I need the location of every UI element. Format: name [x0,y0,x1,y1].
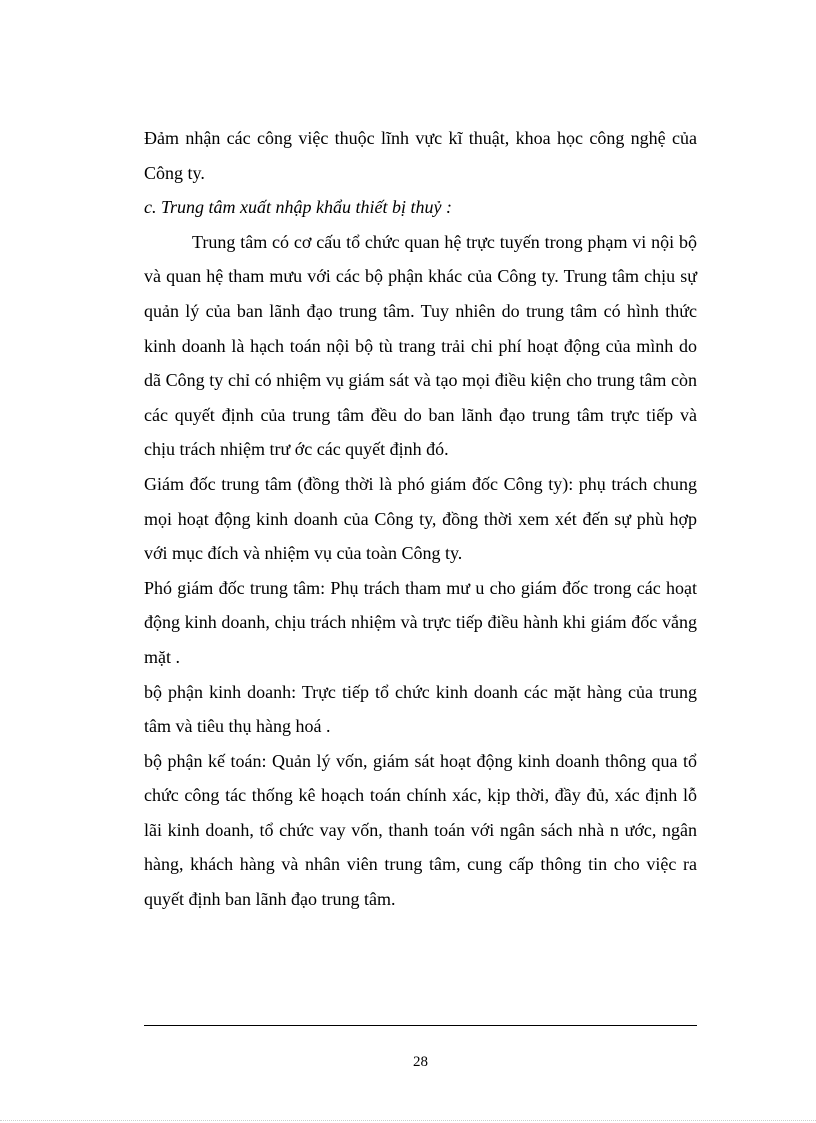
page-number: 28 [413,1054,428,1070]
section-heading-import-export-center: c. Trung tâm xuất nhập khẩu thiết bị thuỷ : [144,197,452,218]
page-edge-divider [0,1120,816,1121]
paragraph-center-structure: Trung tâm có cơ cấu tổ chức quan hệ trực tuyến trong phạm vi nội bộ và quan hệ tham mưu với các bộ phận khác của Công ty. Trung tâm chịu sự quản lý của ban lãnh đạo trung tâm. Tuy nhiên do trung tâm có hình thức kinh doanh là hạch toán nội bộ tù trang trải chi phí hoạt động của mình do dã Công ty chỉ có nhiệm vụ giám sát và tạo mọi điều kiện cho trung tâm còn các quyết định của trung tâm đều do ban lãnh đạo trung tâm trực tiếp và chịu trách nhiệm trư ớc các quyết định đó. [144,231,697,460]
paragraph-center-director: Giám đốc trung tâm (đồng thời là phó giám đốc Công ty): phụ trách chung mọi hoạt động kinh doanh của Công ty, đồng thời xem xét đến sự phù hợp với mục đích và nhiệm vụ của toàn Công ty. [144,473,697,564]
paragraph-deputy-director: Phó giám đốc trung tâm: Phụ trách tham mư u cho giám đốc trong các hoạt động kinh doanh, chịu trách nhiệm và trực tiếp điều hành khi giám đốc vắng mặt . [144,577,697,667]
page-body [144,121,697,917]
paragraph-accounting-department: bộ phận kế toán: Quản lý vốn, giám sát hoạt động kinh doanh thông qua tổ chức công tác thống kê hoạch toán chính xác, kịp thời, đầy đủ, xác định lỗ lãi kinh doanh, tổ chức vay vốn, thanh toán với ngân sách nhà n ước, ngân hàng, khách hàng và nhân viên trung tâm, cung cấp thông tin cho việc ra quyết định ban lãnh đạo trung tâm. [144,750,697,910]
paragraph-tech-duties: Đảm nhận các công việc thuộc lĩnh vực kĩ thuật, khoa học công nghệ của Công ty. [144,128,697,183]
paragraph-business-department: bộ phận kinh doanh: Trực tiếp tổ chức kinh doanh các mặt hàng của trung tâm và tiêu thụ hàng hoá . [144,681,697,737]
footer-divider [144,1025,697,1026]
